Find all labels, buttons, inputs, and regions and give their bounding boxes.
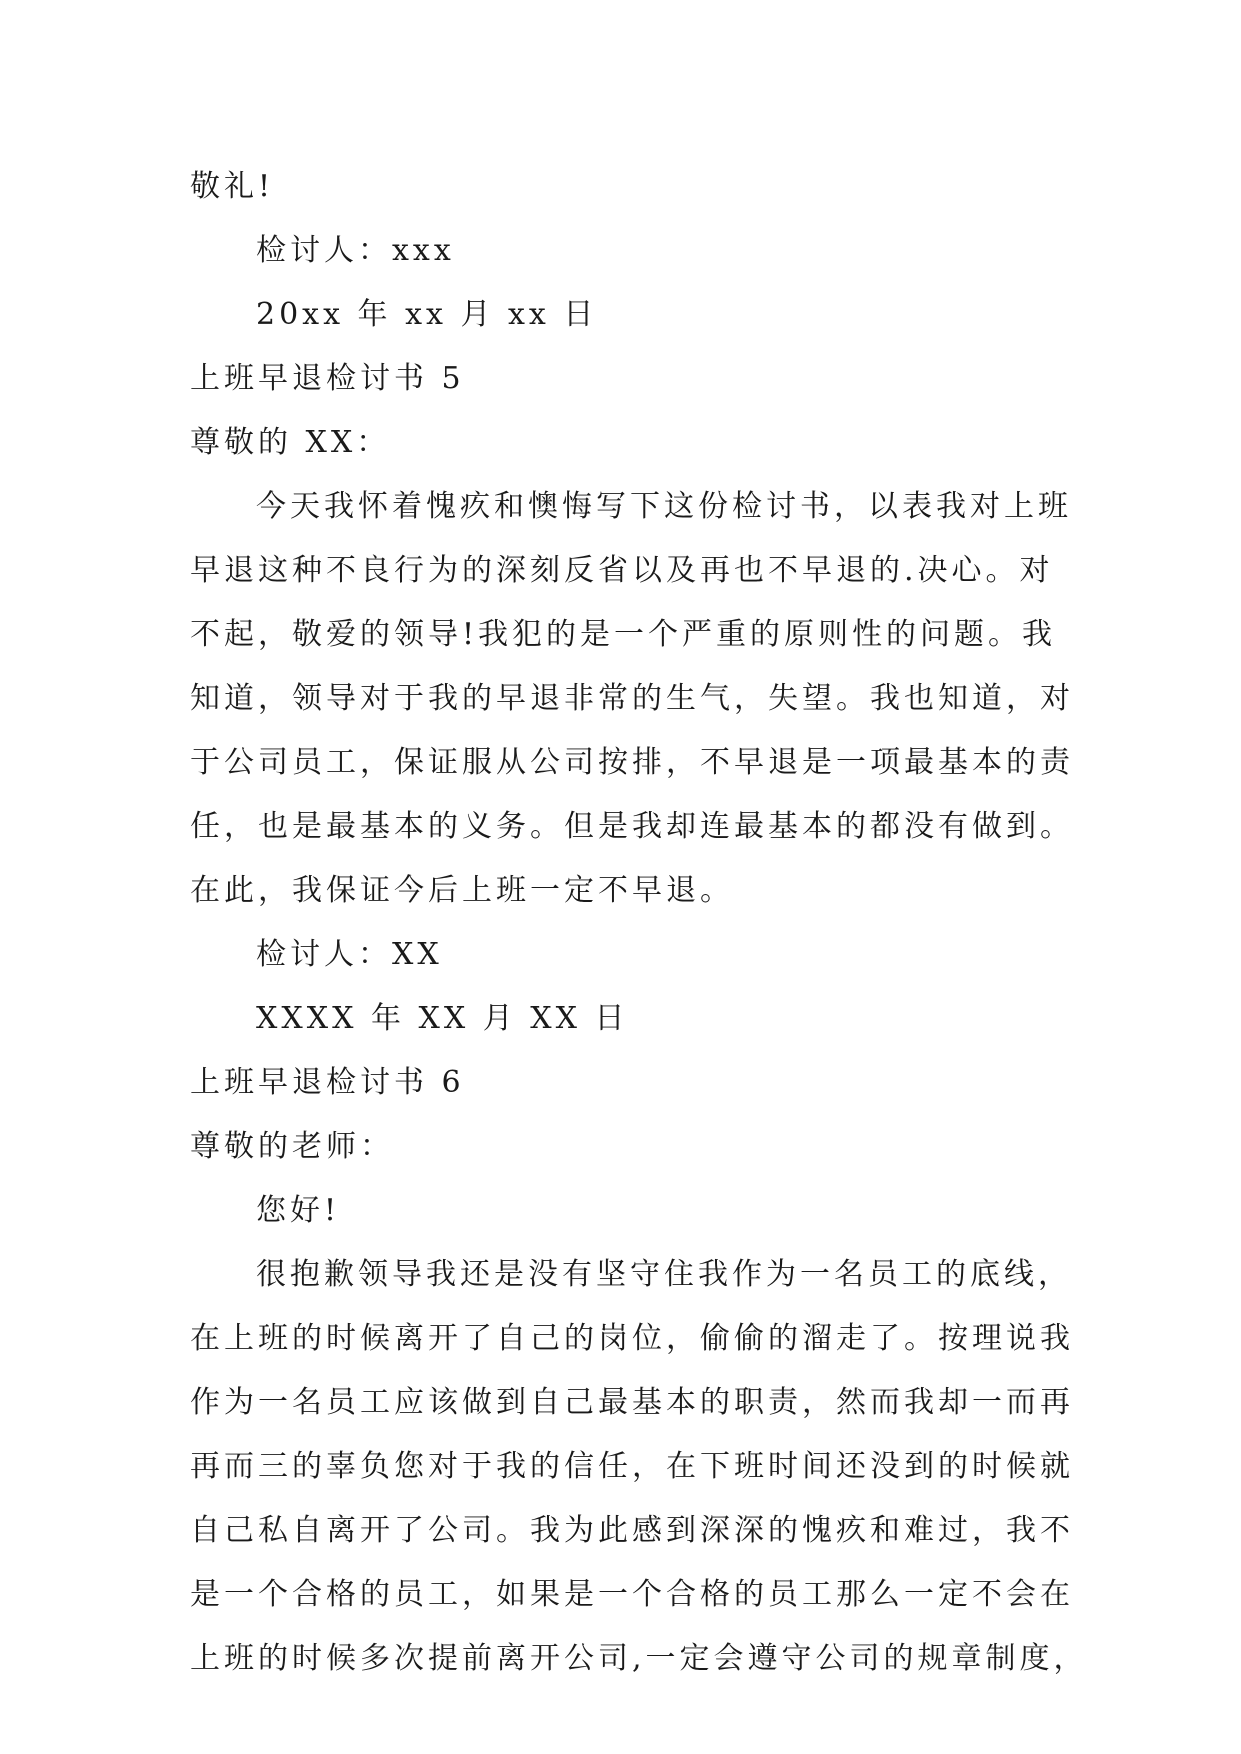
document-content [190, 155, 1088, 1691]
body-line: 知道，领导对于我的早退非常的生气，失望。我也知道，对 [190, 681, 1074, 716]
letter-greeting: 尊敬的老师： [190, 1129, 394, 1164]
body-line: 是一个合格的员工，如果是一个合格的员工那么一定不会在 [190, 1577, 1074, 1612]
body-line: 于公司员工，保证服从公司按排，不早退是一项最基本的责 [190, 745, 1074, 780]
body-line: 作为一名员工应该做到自己最基本的职责，然而我却一而再 [190, 1385, 1074, 1420]
letter-body [190, 475, 1074, 923]
letter-greeting: 尊敬的 XX： [190, 425, 391, 460]
closing-salutation: 敬礼! [190, 169, 275, 204]
body-line: 不起，敬爱的领导!我犯的是一个严重的原则性的问题。我 [190, 617, 1057, 652]
date-line: XXXX 年 XX 月 XX 日 [256, 1001, 629, 1036]
letter-body [190, 1243, 1088, 1691]
body-line: 在上班的时候离开了自己的岗位，偷偷的溜走了。按理说我 [190, 1321, 1074, 1356]
date-line: 20xx 年 xx 月 xx 日 [256, 297, 598, 332]
body-line: 再而三的辜负您对于我的信任，在下班时间还没到的时候就 [190, 1449, 1074, 1484]
body-line: 今天我怀着愧疚和懊悔写下这份检讨书，以表我对上班 [256, 489, 1072, 524]
body-line: 上班的时候多次提前离开公司,一定会遵守公司的规章制度， [190, 1641, 1088, 1676]
signer-line: 检讨人：xxx [256, 233, 455, 268]
signer-line: 检讨人：XX [256, 937, 443, 972]
hello-line: 您好! [256, 1193, 341, 1228]
body-line: 任，也是最基本的义务。但是我却连最基本的都没有做到。 [190, 809, 1074, 844]
body-line: 自己私自离开了公司。我为此感到深深的愧疚和难过，我不 [190, 1513, 1074, 1548]
letter-title: 上班早退检讨书 5 [190, 361, 465, 396]
body-line: 在此，我保证今后上班一定不早退。 [190, 873, 734, 908]
body-line: 很抱歉领导我还是没有坚守住我作为一名员工的底线， [256, 1257, 1072, 1292]
body-line: 早退这种不良行为的深刻反省以及再也不早退的.决心。对 [190, 553, 1054, 588]
letter-title: 上班早退检讨书 6 [190, 1065, 465, 1100]
